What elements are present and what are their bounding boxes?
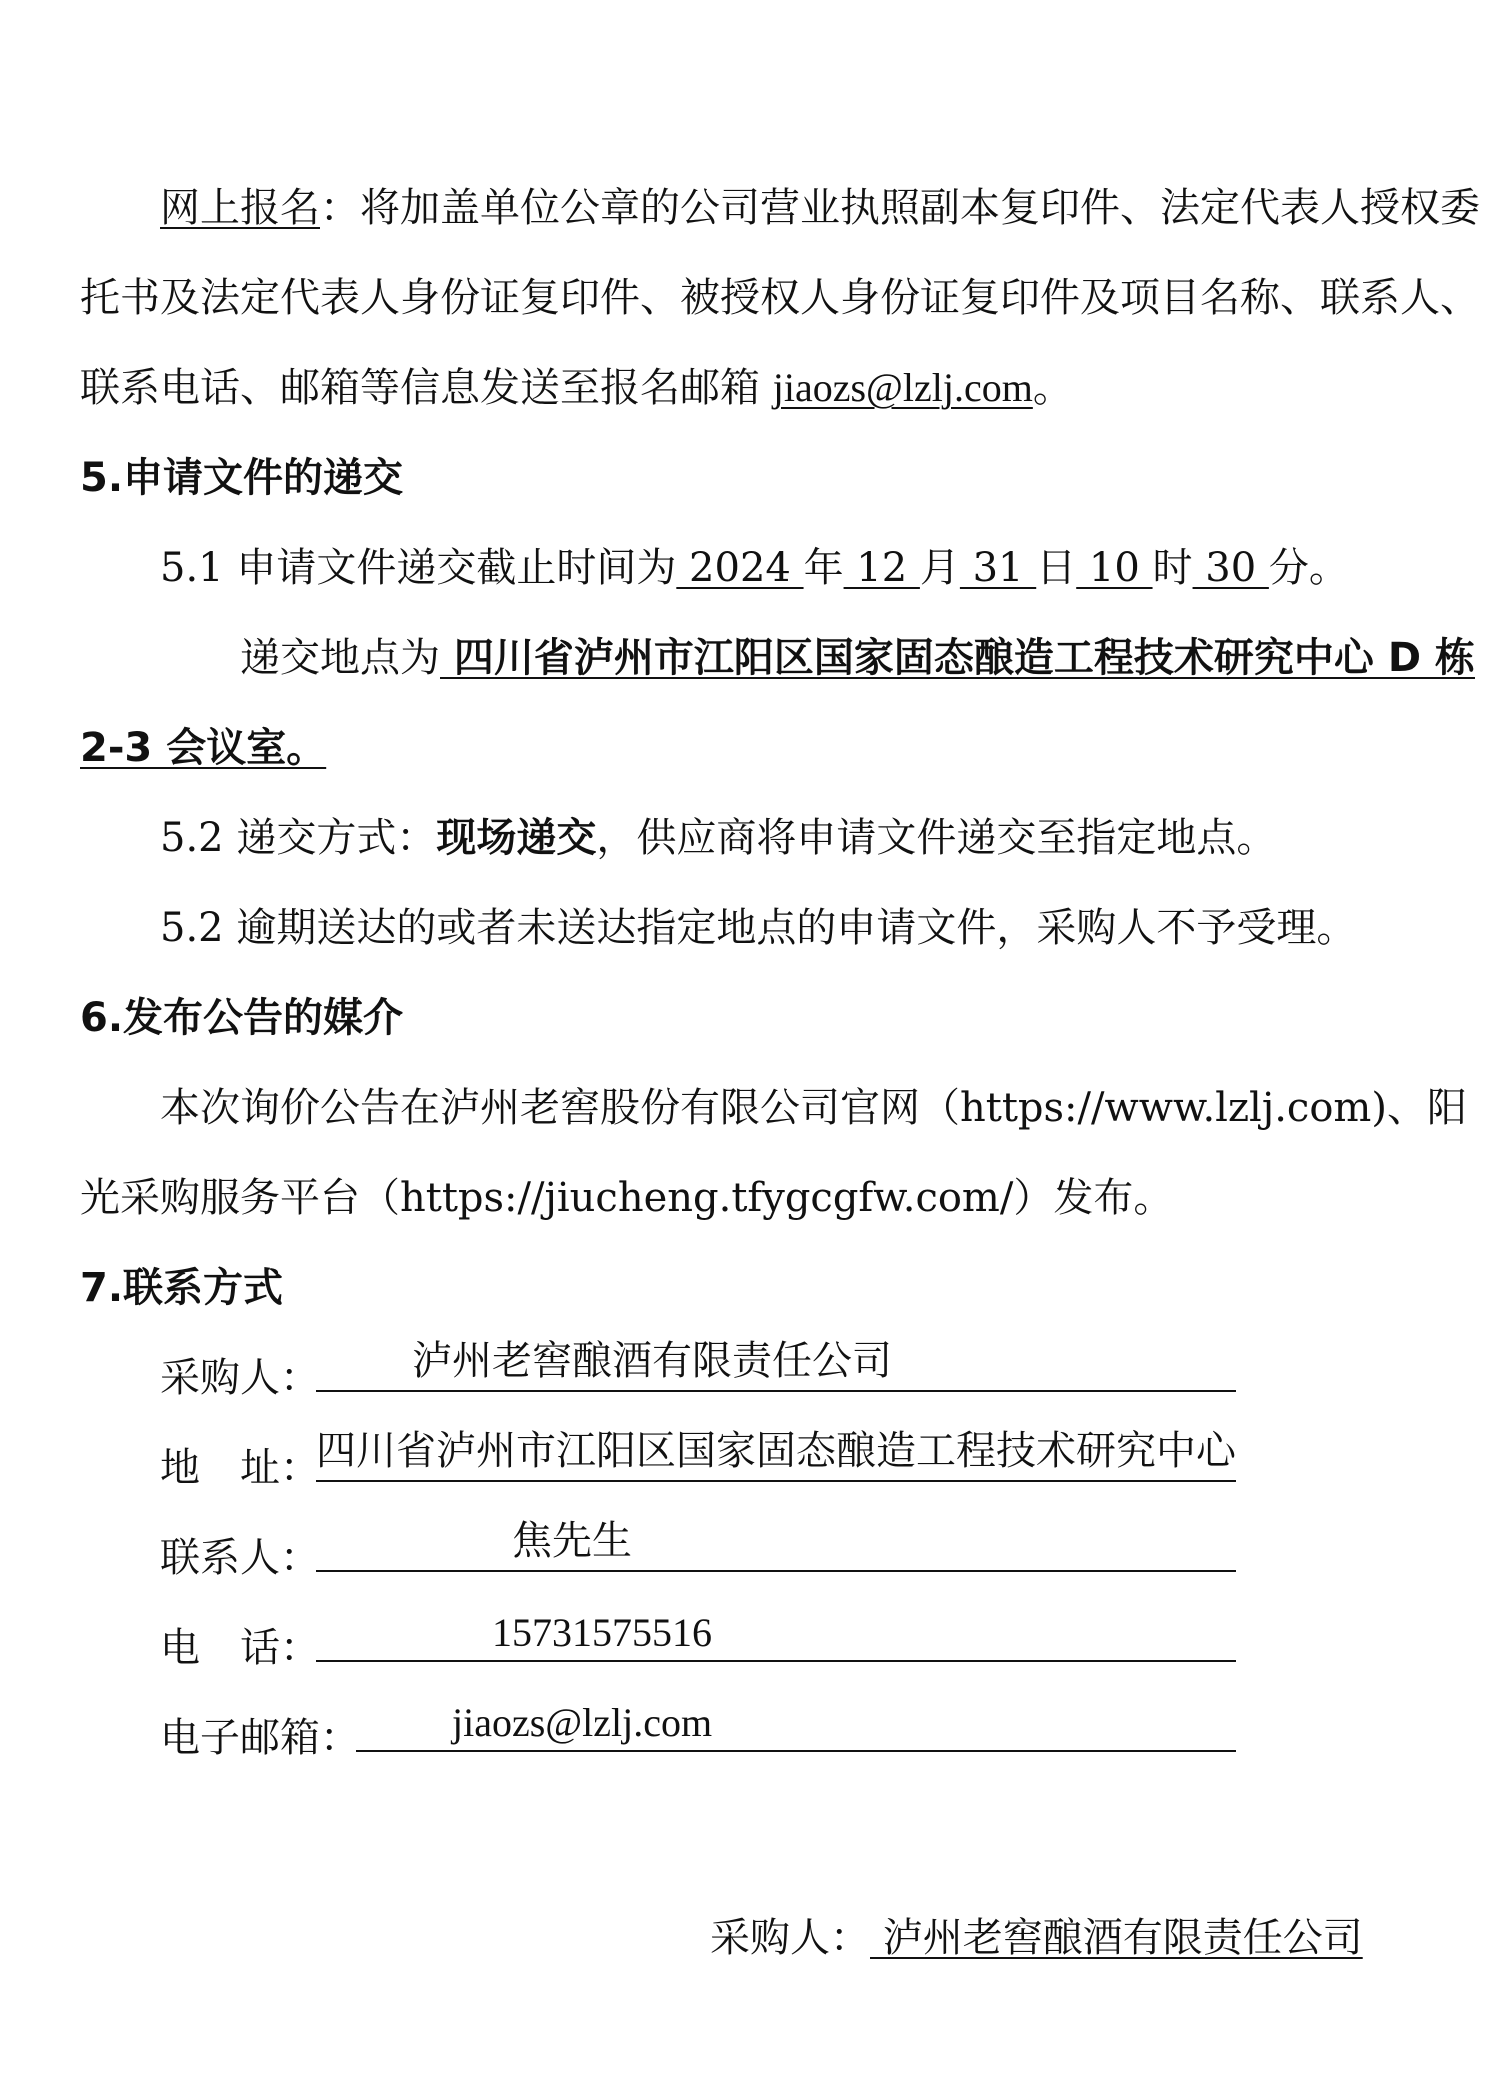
contact-purchaser-label: 采购人： [160, 1355, 320, 1401]
contact-purchaser-value: 泸州老窖酿酒有限责任公司 [412, 1338, 892, 1384]
deadline-month: 12 [843, 545, 920, 591]
contact-address-label: 地 址： [160, 1445, 320, 1491]
signature-label: 采购人： [710, 1915, 870, 1961]
deadline-line [160, 545, 1349, 591]
place-line-1 [240, 635, 1475, 681]
deadline-hour-unit: 时 [1152, 545, 1193, 591]
submission-method-label: 5.2 递交方式： [160, 815, 437, 861]
signature-line [710, 1915, 1363, 1961]
contact-phone-field [316, 1610, 1236, 1662]
deadline-month-unit: 月 [919, 545, 960, 591]
submission-method-line [160, 815, 1277, 861]
contact-address-field [316, 1428, 1236, 1482]
section-7-heading: 7.联系方式 [80, 1265, 284, 1311]
contact-email-field [356, 1700, 1236, 1752]
contact-phone-value: 15731575516 [492, 1610, 712, 1655]
deadline-day-unit: 日 [1036, 545, 1077, 591]
deadline-hour: 10 [1076, 545, 1153, 591]
place-label: 递交地点为 [240, 635, 440, 681]
deadline-minute-unit: 分。 [1268, 545, 1349, 591]
deadline-day: 31 [959, 545, 1037, 591]
submission-method-text: ，供应商将申请文件递交至指定地点。 [596, 815, 1277, 861]
contact-email-value[interactable]: jiaozs@lzlj.com [452, 1700, 713, 1745]
registration-label: 网上报名 [160, 185, 320, 231]
registration-line-3 [80, 365, 1073, 411]
registration-line-1 [160, 185, 1480, 231]
deadline-year-unit: 年 [803, 545, 844, 591]
deadline-minute: 30 [1192, 545, 1269, 591]
contact-person-field [316, 1518, 1236, 1572]
media-line-2: 光采购服务平台（https://jiucheng.tfygcgfw.com/）发布。 [80, 1175, 1174, 1221]
place-line-2 [80, 725, 327, 771]
deadline-text: 5.1 申请文件递交截止时间为 [160, 545, 677, 591]
deadline-year: 2024 [676, 545, 804, 591]
contact-address-value: 四川省泸州市江阳区国家固态酿造工程技术研究中心 [316, 1428, 1236, 1474]
place-value-1: 四川省泸州市江阳区国家固态酿造工程技术研究中心 D 栋 [440, 635, 1475, 681]
section-6-heading: 6.发布公告的媒介 [80, 995, 404, 1041]
registration-email-link[interactable]: jiaozs@lzlj.com [772, 365, 1033, 410]
contact-email-label: 电子邮箱： [160, 1715, 360, 1761]
registration-text-3: 联系电话、邮箱等信息发送至报名邮箱 [80, 365, 773, 411]
contact-person-value: 焦先生 [512, 1518, 632, 1564]
registration-text-1: ：将加盖单位公章的公司营业执照副本复印件、法定代表人授权委 [320, 185, 1480, 231]
contact-phone-label: 电 话： [160, 1625, 320, 1671]
submission-method-value: 现场递交 [436, 815, 597, 861]
registration-text-3-end: 。 [1032, 365, 1073, 411]
contact-person-label: 联系人： [160, 1535, 320, 1581]
signature-value: 泸州老窖酿酒有限责任公司 [870, 1915, 1363, 1961]
registration-line-2: 托书及法定代表人身份证复印件、被授权人身份证复印件及项目名称、联系人、 [80, 275, 1480, 321]
media-line-1: 本次询价公告在泸州老窖股份有限公司官网（https://www.lzlj.com)、阳 [160, 1085, 1467, 1131]
section-5-heading: 5.申请文件的递交 [80, 455, 404, 501]
late-submission-line: 5.2 逾期送达的或者未送达指定地点的申请文件，采购人不予受理。 [160, 905, 1357, 951]
contact-purchaser-field [316, 1338, 1236, 1392]
place-value-2: 2-3 会议室。 [80, 725, 327, 771]
